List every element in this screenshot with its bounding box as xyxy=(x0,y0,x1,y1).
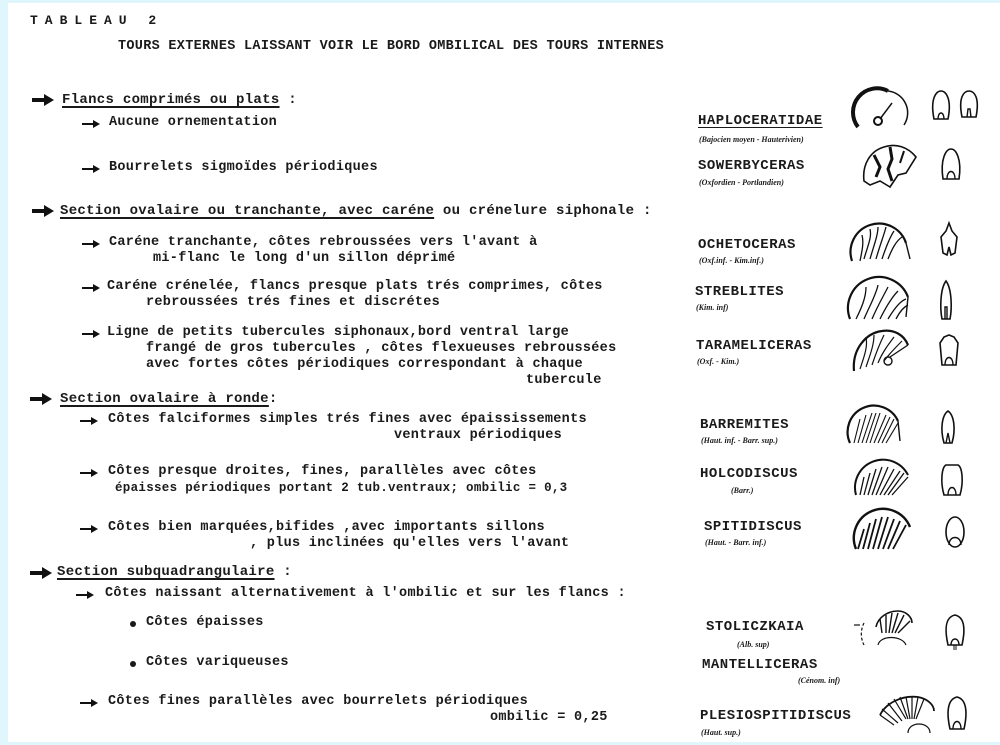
genus-age: (Oxf.inf. - Kim.inf.) xyxy=(699,256,764,265)
ammonite-side-view-icon xyxy=(850,221,910,263)
whorl-section-icon xyxy=(944,515,966,549)
item-arrow-icon xyxy=(80,417,98,425)
item-text-line2: , plus inclinées qu'elles vers l'avant xyxy=(250,536,570,551)
genus-age: (Haut. sup.) xyxy=(701,728,741,737)
section-arrow-icon xyxy=(32,205,54,217)
item-arrow-icon xyxy=(82,330,100,338)
item-text-line1: Ligne de petits tubercules siphonaux,bord ventral large xyxy=(107,325,570,340)
bullet-icon xyxy=(130,661,136,667)
section-heading-text: Section ovalaire ou tranchante, avec caréne xyxy=(60,203,435,219)
ammonite-side-view-icon xyxy=(854,461,910,497)
whorl-section-icon xyxy=(940,409,956,445)
item-text-line2: frangé de gros tubercules , côtes flexueuses rebroussées xyxy=(146,341,617,356)
genus-age: (Bajocien moyen - Hauterivien) xyxy=(699,135,804,144)
item-text-line3: avec fortes côtes périodiques correspondant à chaque xyxy=(146,357,583,372)
genus-name: HAPLOCERATIDAE xyxy=(698,113,823,129)
item-text: Aucune ornementation xyxy=(109,115,278,130)
section-heading-suffix: ou crénelure siphonale : xyxy=(434,203,652,219)
genus-name: TARAMELICERAS xyxy=(696,338,812,354)
item-arrow-icon xyxy=(82,284,100,292)
genus-name: HOLCODISCUS xyxy=(700,466,798,482)
genus-name: BARREMITES xyxy=(700,417,790,433)
whorl-section-icon xyxy=(938,221,960,259)
section-heading-text: Section ovalaire à ronde xyxy=(60,391,269,407)
item-arrow-icon xyxy=(80,469,98,477)
whorl-section-icon xyxy=(938,279,954,321)
section-heading-suffix: : xyxy=(268,391,278,407)
genus-age: (Oxf. - Kim.) xyxy=(697,357,740,366)
subitem-text: Côtes variqueuses xyxy=(146,655,289,670)
genus-name: STOLICZKAIA xyxy=(706,619,804,635)
ammonite-side-view-icon xyxy=(854,511,912,551)
genus-age: (Kim. inf) xyxy=(696,303,729,312)
item-text-line1: Caréne tranchante, côtes rebroussées vers l'avant à xyxy=(109,235,538,250)
item-text-line2: épaisses périodiques portant 2 tub.ventraux; ombilic = 0,3 xyxy=(115,481,568,495)
item-arrow-icon xyxy=(82,165,100,173)
item-text-line1: Caréne crénelée, flancs presque plats trés comprimes, côtes xyxy=(107,279,603,294)
whorl-section-icon xyxy=(940,461,964,497)
genus-name: SOWERBYCERAS xyxy=(698,158,805,174)
genus-age: (Haut. - Barr. inf.) xyxy=(705,538,767,547)
section-arrow-icon xyxy=(30,567,52,579)
genus-name: OCHETOCERAS xyxy=(698,237,796,253)
whorl-section-icon xyxy=(940,147,962,183)
genus-age: (Oxfordien - Portlandien) xyxy=(699,178,784,187)
item-text-line2: ventraux périodiques xyxy=(394,428,563,443)
ammonite-side-view-icon xyxy=(878,693,936,735)
item-text-line2: ombilic = 0,25 xyxy=(490,710,608,725)
section-heading-ovalaire-ronde xyxy=(60,391,278,407)
item-text-line1: Côtes presque droites, fines, parallèles avec côtes xyxy=(108,464,537,479)
whorl-section-icon xyxy=(946,695,968,731)
whorl-section-icon xyxy=(944,613,966,651)
ammonite-side-view-icon xyxy=(848,273,910,321)
bullet-icon xyxy=(130,621,136,627)
item-arrow-icon xyxy=(82,120,100,128)
genus-age: (Alb. sup) xyxy=(737,640,770,649)
genus-name: MANTELLICERAS xyxy=(702,657,818,673)
item-text-line1: Côtes falciformes simples trés fines avec épaississements xyxy=(108,412,587,427)
whorl-section-icon xyxy=(930,89,982,123)
section-arrow-icon xyxy=(30,393,52,405)
genus-name: PLESIOSPITIDISCUS xyxy=(700,708,852,724)
section-heading-flancs xyxy=(62,92,297,108)
genus-name: SPITIDISCUS xyxy=(704,519,802,535)
section-heading-ovalaire-tranchante xyxy=(60,203,652,219)
item-arrow-icon xyxy=(80,699,98,707)
item-text-line4: tubercule xyxy=(526,373,602,388)
table-subtitle: TOURS EXTERNES LAISSANT VOIR LE BORD OMBILICAL DES TOURS INTERNES xyxy=(118,39,665,54)
item-text: Côtes naissant alternativement à l'ombilic et sur les flancs : xyxy=(105,586,626,601)
genus-age: (Barr.) xyxy=(731,486,754,495)
item-arrow-icon xyxy=(80,525,98,533)
section-arrow-icon xyxy=(32,94,54,106)
section-heading-suffix: : xyxy=(279,92,297,108)
section-heading-suffix: : xyxy=(274,564,292,580)
ammonite-side-view-icon xyxy=(850,327,910,373)
genus-name: STREBLITES xyxy=(695,284,785,300)
item-text: Bourrelets sigmoïdes périodiques xyxy=(109,160,378,175)
item-arrow-icon xyxy=(82,240,100,248)
section-heading-text: Flancs comprimés ou plats xyxy=(62,92,280,108)
item-arrow-icon xyxy=(76,591,94,599)
item-text-line2: rebroussées trés fines et discrétes xyxy=(146,295,441,310)
section-heading-subquadrangulaire xyxy=(57,564,292,580)
ammonite-side-view-icon xyxy=(848,407,904,445)
item-text-line1: Côtes fines parallèles avec bourrelets périodiques xyxy=(108,694,529,709)
subitem-text: Côtes épaisses xyxy=(146,615,264,630)
whorl-section-icon xyxy=(938,333,960,367)
table-title: TABLEAU 2 xyxy=(30,13,164,28)
ammonite-side-view-icon xyxy=(854,609,914,647)
ammonite-side-view-icon xyxy=(860,141,918,189)
ammonite-side-view-icon xyxy=(854,85,908,129)
section-heading-text: Section subquadrangulaire xyxy=(57,564,275,580)
genus-age: (Haut. inf. - Barr. sup.) xyxy=(701,436,778,445)
document-page xyxy=(8,3,1000,742)
item-text-line2: mi-flanc le long d'un sillon déprimé xyxy=(153,251,456,266)
item-text-line1: Côtes bien marquées,bifides ,avec importants sillons xyxy=(108,520,545,535)
genus-age: (Cénom. inf) xyxy=(798,676,841,685)
